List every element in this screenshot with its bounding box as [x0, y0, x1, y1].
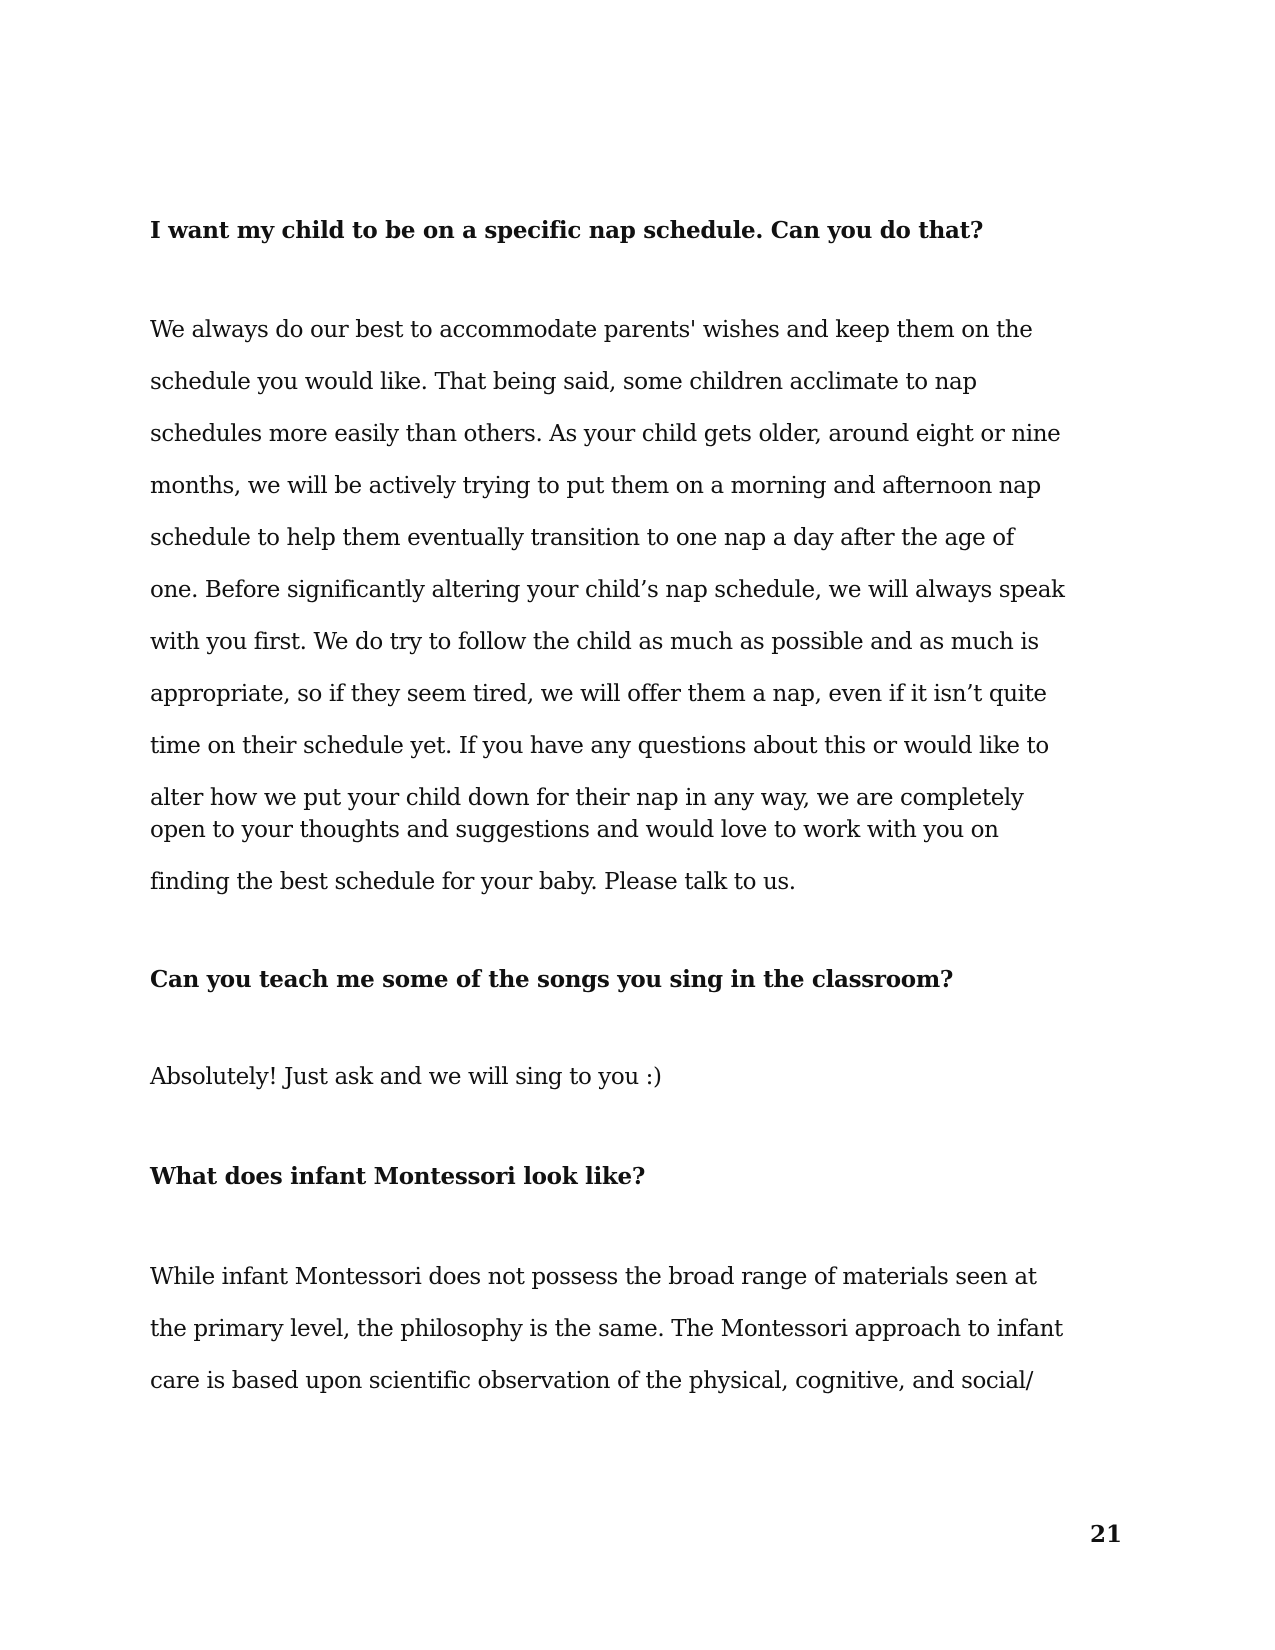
faq-heading-nap-schedule: I want my child to be on a specific nap schedule. Can you do that? [150, 217, 984, 244]
paragraph-line: months, we will be actively trying to put them on a morning and afternoon nap [150, 473, 1041, 499]
paragraph-line: care is based upon scientific observation of the physical, cognitive, and social/ [150, 1368, 1033, 1394]
paragraph-line: Absolutely! Just ask and we will sing to you :) [150, 1064, 662, 1090]
paragraph-line: schedule you would like. That being said, some children acclimate to nap [150, 369, 977, 395]
paragraph-line: schedules more easily than others. As your child gets older, around eight or nine [150, 421, 1061, 447]
paragraph-line: with you first. We do try to follow the child as much as possible and as much is [150, 629, 1039, 655]
page-number: 21 [1090, 1521, 1123, 1548]
faq-heading-songs: Can you teach me some of the songs you sing in the classroom? [150, 966, 954, 993]
paragraph-line: the primary level, the philosophy is the same. The Montessori approach to infant [150, 1316, 1063, 1342]
paragraph-line: time on their schedule yet. If you have any questions about this or would like to [150, 733, 1049, 759]
paragraph-line: alter how we put your child down for their nap in any way, we are completely [150, 785, 1024, 811]
paragraph-line: appropriate, so if they seem tired, we will offer them a nap, even if it isn’t quite [150, 681, 1047, 707]
paragraph-line: one. Before significantly altering your child’s nap schedule, we will always speak [150, 577, 1065, 603]
paragraph-line: open to your thoughts and suggestions and would love to work with you on [150, 817, 999, 843]
paragraph-line: While infant Montessori does not possess the broad range of materials seen at [150, 1264, 1037, 1290]
paragraph-line: schedule to help them eventually transition to one nap a day after the age of [150, 525, 1014, 551]
faq-heading-infant-montessori: What does infant Montessori look like? [150, 1163, 646, 1190]
paragraph-line: We always do our best to accommodate parents' wishes and keep them on the [150, 317, 1033, 343]
paragraph-line: finding the best schedule for your baby. Please talk to us. [150, 869, 796, 895]
